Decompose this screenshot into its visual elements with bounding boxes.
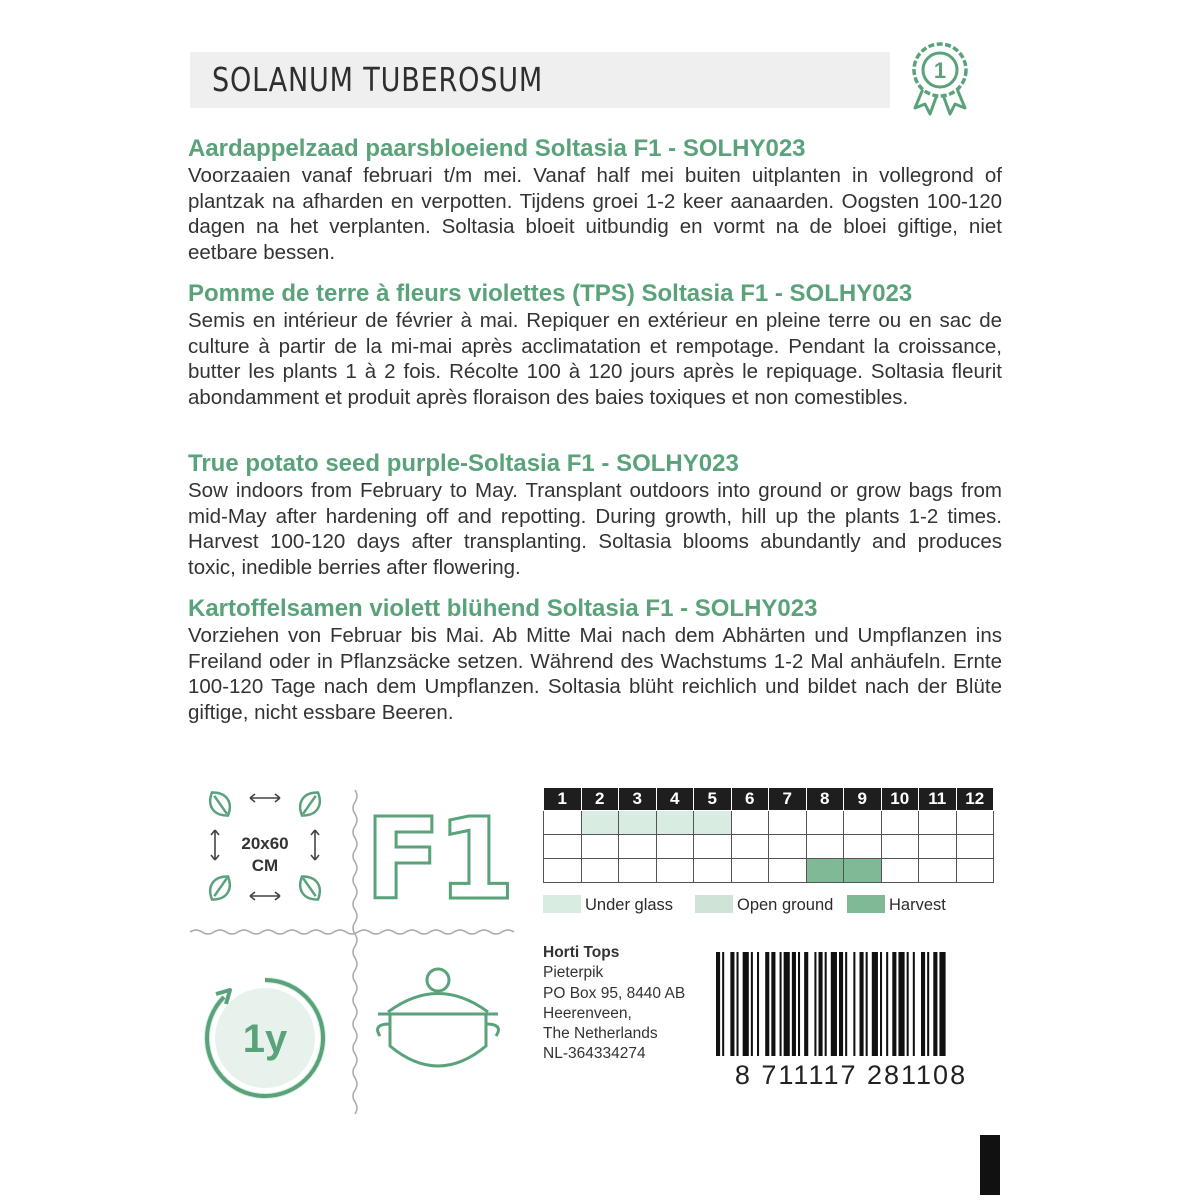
sowing-calendar [543, 787, 994, 883]
cooking-pot-icon [378, 969, 499, 1066]
calendar-cell [769, 811, 807, 835]
legend-label: Under glass [585, 896, 674, 914]
company-name: Horti Tops [543, 944, 620, 961]
barcode-bar [751, 952, 753, 1056]
section-body: Vorziehen von Februar bis Mai. Ab Mitte Mai nach dem Abhärten und Umpflanzen ins Freiland oder in Pflanzsäcke setzen. Während des Wachstums 1-2 Mal anhäufeln. Ernte 100-120 Tage nach dem Umpflanzen. Soltasia blüht reichlich und bildet nach der Blüte giftige, nicht essbare Beeren. [188, 624, 1002, 724]
calendar-cell [544, 811, 582, 835]
month-header: 7 [769, 788, 807, 811]
barcode-bar [886, 952, 888, 1056]
badge-number: 1 [933, 58, 947, 83]
barcode-digits: 8 711117 281108 [734, 1060, 968, 1090]
calendar-cell [656, 859, 694, 883]
month-header: 3 [619, 788, 657, 811]
barcode-bar [921, 952, 925, 1056]
lifecycle-label: 1y [242, 1017, 288, 1061]
calendar-cell [881, 859, 919, 883]
calendar-cell [806, 859, 844, 883]
barcode-bar [765, 952, 769, 1056]
legend-harvest [847, 893, 946, 915]
barcode-bar [927, 952, 929, 1056]
barcode-bar [819, 952, 823, 1056]
calendar-cell [956, 835, 994, 859]
calendar-cell [656, 835, 694, 859]
barcode-bar [933, 952, 937, 1056]
section-title: Aardappelzaad paarsbloeiend Soltasia F1 - SOLHY023 [188, 135, 806, 162]
month-header: 2 [581, 788, 619, 811]
month-header: 5 [694, 788, 732, 811]
address-line: Pieterpik [543, 964, 604, 982]
barcode-bar [737, 952, 739, 1056]
barcode-bars [716, 952, 946, 1056]
f1-hybrid-icon: F1 [364, 795, 512, 925]
spacing-unit: CM [251, 856, 279, 875]
address-line: Heerenveen, [543, 1004, 632, 1022]
section-body: Semis en intérieur de février à mai. Repiquer en extérieur en pleine terre ou en sac de culture à partir de la mi-mai après acclimatation et rempotage. Pendant la croissance, butter les plants 1 à 2 fois. Récolte 100 à 120 jours après le repiquage. Soltasia fleurit abondamment et produit après floraison des baies toxiques et non comestibles. [188, 309, 1002, 409]
rosette-badge-icon [905, 40, 975, 116]
month-header: 1 [544, 788, 582, 811]
calendar-cell [844, 811, 882, 835]
calendar-cell [731, 835, 769, 859]
calendar-cell [694, 859, 732, 883]
month-header: 6 [731, 788, 769, 811]
barcode-bar [825, 952, 827, 1056]
calendar-cell [619, 859, 657, 883]
print-mark [980, 1135, 1000, 1195]
calendar-cell [919, 811, 957, 835]
cultivation-icons [190, 780, 520, 1130]
barcode-bar [730, 952, 734, 1056]
barcode-bar [804, 952, 808, 1056]
legend-label: Open ground [737, 896, 834, 914]
calendar-cell [619, 811, 657, 835]
calendar-cell [881, 811, 919, 835]
legend-label: Harvest [889, 896, 946, 914]
calendar-cell [769, 859, 807, 883]
barcode-bar [845, 952, 847, 1056]
barcode-bar [792, 952, 796, 1056]
calendar-cell [581, 859, 619, 883]
barcode-bar [860, 952, 864, 1056]
legend-open-ground [695, 893, 833, 915]
barcode-bar [872, 952, 878, 1056]
title-banner [190, 52, 890, 108]
calendar-cell [544, 835, 582, 859]
section-body: Voorzaaien vanaf februari t/m mei. Vanaf half mei buiten uitplanten in vollegrond of plantzak na afharden en verpotten. Tijdens groei 1-2 keer aanaarden. Oogsten 100-120 dagen na het verplanten. Soltasia bloeit uitbundig en vormt na de bloei giftige, niet eetbare bessen. [188, 164, 1002, 264]
calendar-cell [656, 811, 694, 835]
month-header: 4 [656, 788, 694, 811]
barcode-bar [939, 952, 945, 1056]
section-english [188, 450, 1002, 580]
barcode-bar [780, 952, 782, 1056]
calendar-cell [581, 835, 619, 859]
barcode-bar [880, 952, 882, 1056]
barcode-bar [784, 952, 790, 1056]
open-ground-swatch [695, 895, 733, 913]
calendar-cell [881, 835, 919, 859]
section-french [188, 280, 1002, 410]
ean-barcode [706, 950, 996, 1090]
calendar-cell [919, 835, 957, 859]
month-header: 10 [881, 788, 919, 811]
barcode-bar [722, 952, 724, 1056]
barcode-bar [757, 952, 759, 1056]
section-title: Pomme de terre à fleurs violettes (TPS) Soltasia F1 - SOLHY023 [188, 280, 913, 307]
calendar-cell [806, 835, 844, 859]
calendar-cell [956, 811, 994, 835]
section-title: Kartoffelsamen violett blühend Soltasia F1 - SOLHY023 [188, 595, 818, 622]
barcode-bar [907, 952, 909, 1056]
month-header: 11 [919, 788, 957, 811]
barcode-bar [853, 952, 855, 1056]
barcode-bar [716, 952, 720, 1056]
barcode-bar [898, 952, 904, 1056]
calendar-cell [806, 811, 844, 835]
section-title: True potato seed purple-Soltasia F1 - SOLHY023 [188, 450, 739, 477]
divider-vertical [353, 790, 357, 1114]
section-german [188, 595, 1002, 725]
barcode-bar [798, 952, 800, 1056]
under-glass-swatch [543, 895, 581, 913]
calendar-cell [619, 835, 657, 859]
barcode-bar [913, 952, 915, 1056]
calendar-cell [919, 859, 957, 883]
divider-horizontal [190, 930, 514, 934]
barcode-bar [839, 952, 843, 1056]
calendar-cell [769, 835, 807, 859]
calendar-cell [844, 859, 882, 883]
month-header: 9 [844, 788, 882, 811]
calendar-cell [694, 811, 732, 835]
address-line: NL-364334274 [543, 1045, 646, 1063]
calendar-legend [543, 893, 1013, 917]
company-address [543, 943, 685, 1065]
calendar-cell [581, 811, 619, 835]
spacing-value: 20x60 [241, 834, 289, 853]
barcode-bar [771, 952, 775, 1056]
barcode-bar [892, 952, 896, 1056]
barcode-bar [866, 952, 868, 1056]
barcode-bar [831, 952, 837, 1056]
species-title: SOLANUM TUBEROSUM [212, 60, 544, 99]
month-header: 8 [806, 788, 844, 811]
calendar-cell [544, 859, 582, 883]
calendar-table [543, 787, 994, 883]
legend-under-glass [543, 893, 673, 915]
calendar-cell [731, 811, 769, 835]
section-dutch [188, 135, 1002, 265]
month-header: 12 [956, 788, 994, 811]
calendar-cell [694, 835, 732, 859]
calendar-cell [731, 859, 769, 883]
barcode-bar [814, 952, 816, 1056]
harvest-swatch [847, 895, 885, 913]
calendar-cell [844, 835, 882, 859]
calendar-cell [956, 859, 994, 883]
barcode-bar [743, 952, 749, 1056]
section-body: Sow indoors from February to May. Transplant outdoors into ground or grow bags from mid-May after hardening off and repotting. During growth, hill up the plants 1-2 times. Harvest 100-120 days after transplanting. Soltasia blooms abundantly and produces toxic, inedible berries after flowering. [188, 479, 1002, 579]
address-line: PO Box 95, 8440 AB [543, 984, 686, 1002]
address-line: The Netherlands [543, 1025, 658, 1043]
